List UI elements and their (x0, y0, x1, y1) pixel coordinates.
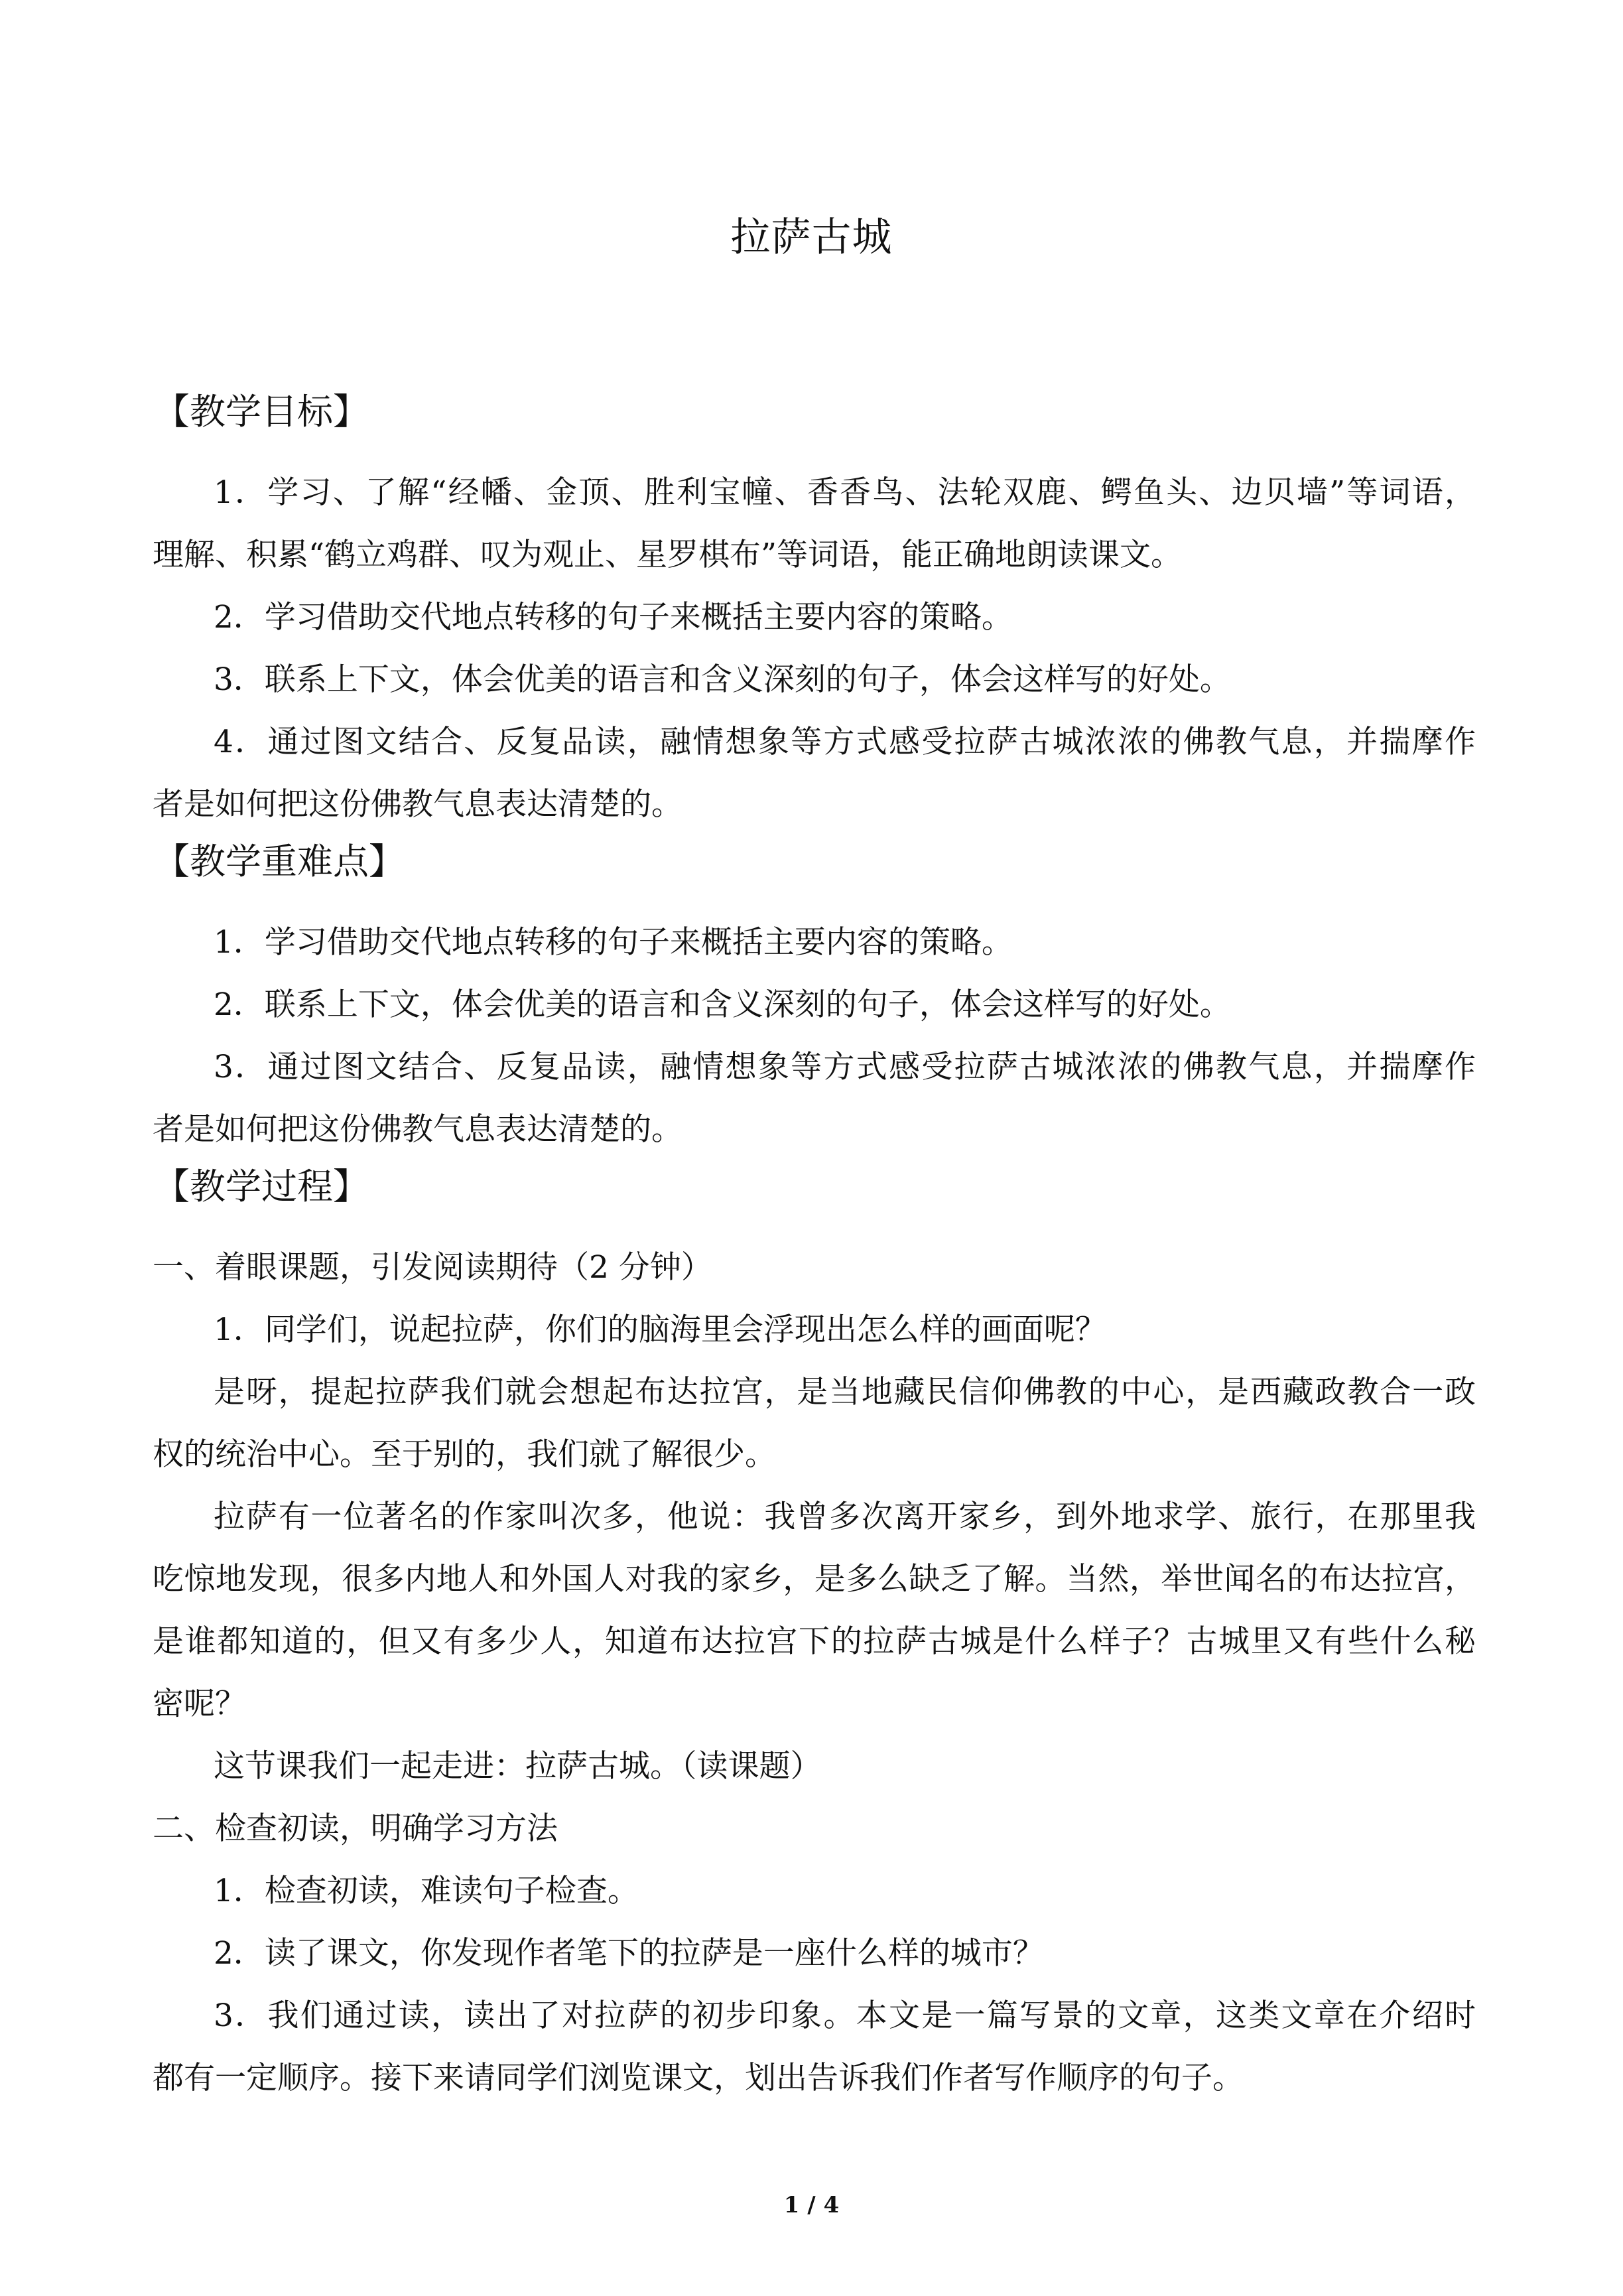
paragraph-line: 密呢？ (153, 1686, 246, 1722)
subsection-heading: 二、检查初读，明确学习方法 (153, 1810, 558, 1847)
paragraph-line: 3．我们通过读，读出了对拉萨的初步印象。本文是一篇写景的文章，这类文章在介绍时 (214, 1997, 1476, 2034)
paragraph-line: 理解、积累“鹤立鸡群、叹为观止、星罗棋布”等词语，能正确地朗读课文。 (153, 537, 1183, 573)
page-number: 1 / 4 (783, 2192, 840, 2218)
paragraph-line: 1．学习借助交代地点转移的句子来概括主要内容的策略。 (214, 924, 1013, 961)
paragraph-line: 1．检查初读，难读句子检查。 (214, 1873, 639, 1909)
subsection-heading: 一、着眼课题，引发阅读期待（2 分钟） (153, 1249, 712, 1286)
paragraph-line: 1．学习、了解“经幡、金顶、胜利宝幢、香香鸟、法轮双鹿、鳄鱼头、边贝墙”等词语， (214, 474, 1476, 511)
paragraph-line: 拉萨有一位著名的作家叫次多，他说：我曾多次离开家乡，到外地求学、旅行，在那里我 (214, 1499, 1476, 1535)
section-heading-process: 【教学过程】 (154, 1166, 369, 1207)
paragraph-line: 2．读了课文，你发现作者笔下的拉萨是一座什么样的城市？ (214, 1935, 1044, 1972)
document-title: 拉萨古城 (730, 214, 893, 261)
paragraph-line: 是呀，提起拉萨我们就会想起布达拉宫，是当地藏民信仰佛教的中心，是西藏政教合一政 (214, 1374, 1476, 1410)
paragraph-line: 权的统治中心。至于别的，我们就了解很少。 (153, 1436, 776, 1473)
paragraph-line: 这节课我们一起走进：拉萨古城。（读课题） (214, 1748, 822, 1785)
paragraph-line: 是谁都知道的，但又有多少人，知道布达拉宫下的拉萨古城是什么样子？古城里又有些什么秘 (153, 1623, 1476, 1660)
paragraph-line: 3．通过图文结合、反复品读，融情想象等方式感受拉萨古城浓浓的佛教气息，并揣摩作 (214, 1049, 1476, 1085)
paragraph-line: 2．学习借助交代地点转移的句子来概括主要内容的策略。 (214, 599, 1013, 636)
paragraph-line: 者是如何把这份佛教气息表达清楚的。 (153, 786, 682, 823)
section-heading-goals: 【教学目标】 (154, 391, 369, 433)
paragraph-line: 4．通过图文结合、反复品读，融情想象等方式感受拉萨古城浓浓的佛教气息，并揣摩作 (214, 724, 1476, 760)
paragraph-line: 2．联系上下文，体会优美的语言和含义深刻的句子，体会这样写的好处。 (214, 986, 1231, 1023)
paragraph-line: 3．联系上下文，体会优美的语言和含义深刻的句子，体会这样写的好处。 (214, 661, 1231, 698)
paragraph-line: 吃惊地发现，很多内地人和外国人对我的家乡，是多么缺乏了解。当然，举世闻名的布达拉宫， (153, 1561, 1476, 1597)
paragraph-line: 都有一定顺序。接下来请同学们浏览课文，划出告诉我们作者写作顺序的句子。 (153, 2060, 1244, 2096)
section-heading-key-points: 【教学重难点】 (154, 841, 405, 882)
paragraph-line: 者是如何把这份佛教气息表达清楚的。 (153, 1111, 682, 1148)
paragraph-line: 1．同学们，说起拉萨，你们的脑海里会浮现出怎么样的画面呢？ (214, 1312, 1106, 1348)
